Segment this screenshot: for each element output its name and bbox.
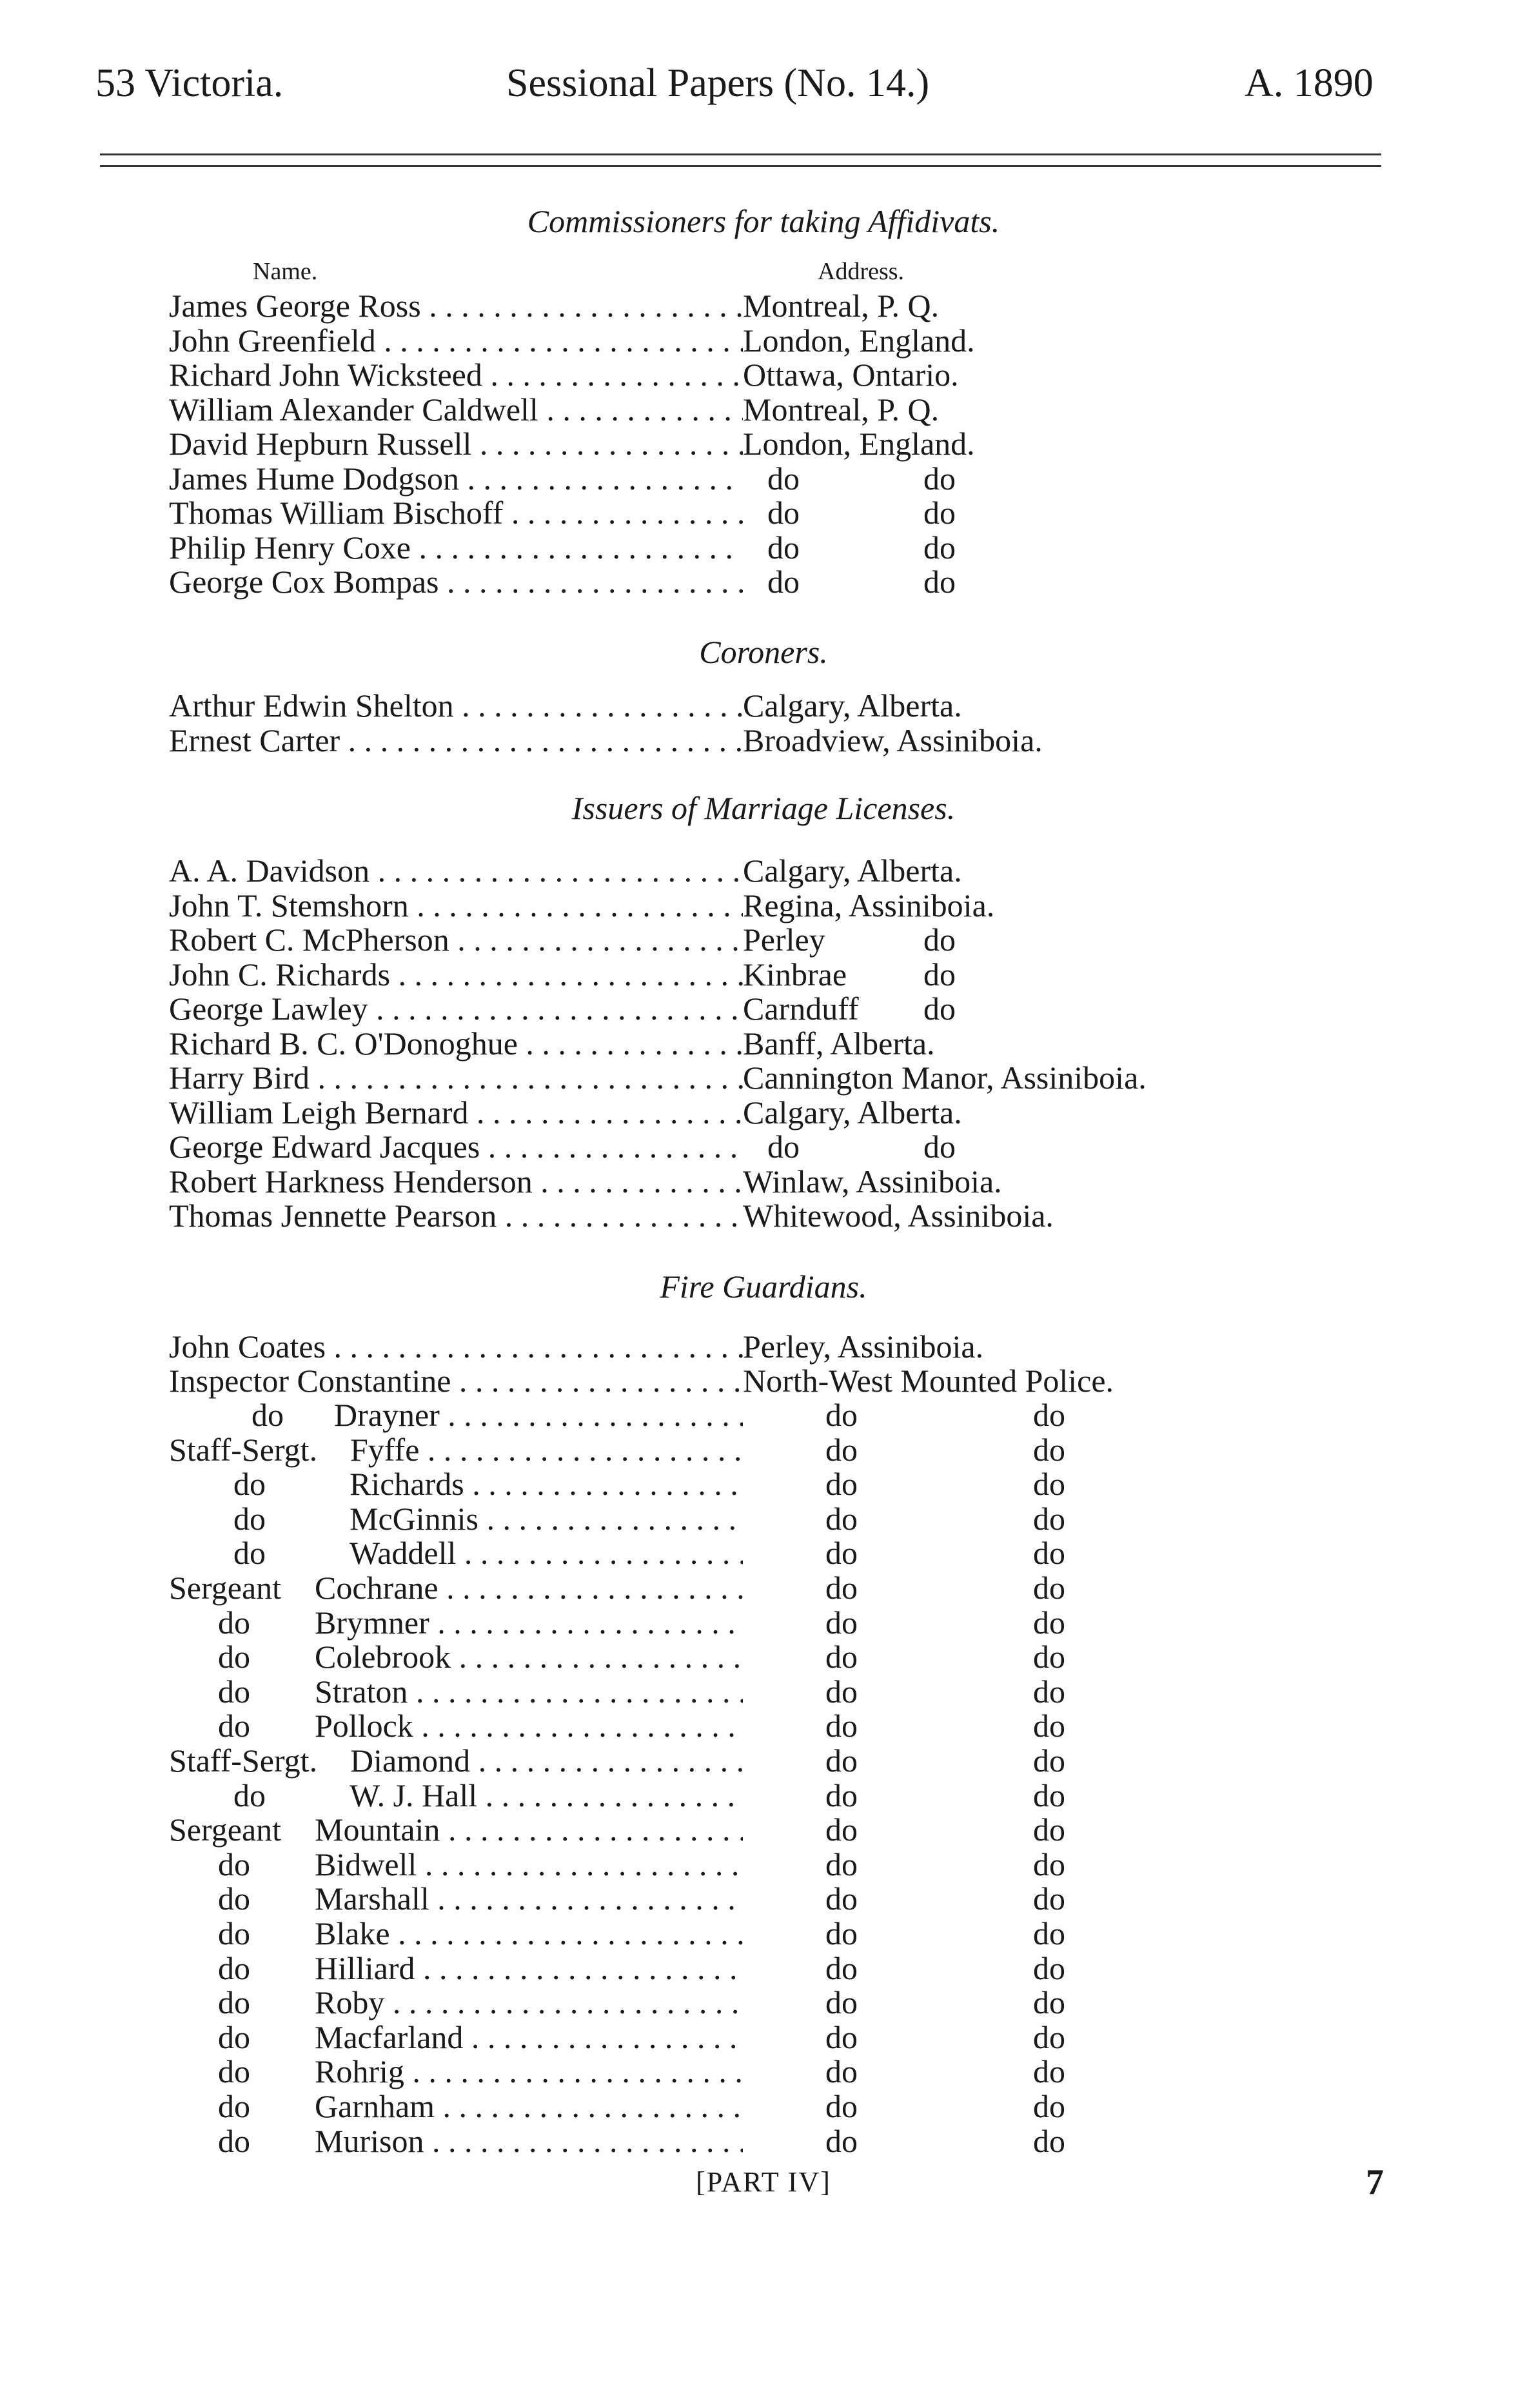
entry-name: Mountain . . . [315,1811,743,1848]
entry-rank: do [233,1535,266,1572]
entry-name: Harry Bird . . . [169,1060,743,1096]
entry-ditto-1: do [825,1777,858,1813]
entry-address: Calgary, Alberta. [743,1094,962,1130]
entry-name: David Hepburn Russell . . . [169,426,743,462]
entry-ditto-2: do [1033,2018,1065,2055]
entry-name: Roby . . . [315,1984,743,2020]
entry-address: Winlaw, Assiniboia. [743,1163,1002,1199]
entry-name: William Alexander Caldwell . . . [169,391,743,428]
entry-address-ditto: do [923,1129,956,1165]
entry-ditto-2: do [1033,2053,1065,2090]
entry-ditto-1: do [825,1500,858,1537]
entry-address-ditto: do [923,529,956,566]
entry-ditto-2: do [1033,1604,1065,1641]
entry-name: Richard John Wicksteed . . . [169,357,743,393]
entry-address: do [767,564,800,600]
table-row [0,1501,1527,1537]
section-title-marriage-licenses: Issuers of Marriage Licenses. [571,790,956,826]
entry-ditto-2: do [1033,1811,1065,1848]
section-title-commissioners: Commissioners for taking Affidivats. [527,203,1000,239]
entry-name: Thomas Jennette Pearson . . . [169,1198,743,1234]
list-item [0,1163,1527,1199]
entry-rank: do [218,1604,250,1641]
section-title-coroners: Coroners. [699,634,828,670]
entry-ditto-2: do [1033,1535,1065,1572]
entry-address: do [767,1129,800,1165]
entry-rank: do [218,2018,250,2055]
entry-address: Regina, Assiniboia. [743,887,995,923]
entry-name: Robert C. McPherson . . . [169,922,743,958]
entry-address: London, England. [743,426,975,462]
entry-name: Waddell . . . [350,1535,743,1571]
entry-ditto-1: do [825,1846,858,1882]
entry-name: Ernest Carter . . . [169,722,743,758]
entry-rank: Sergeant [169,1811,282,1848]
entry-address: Ottawa, Ontario. [743,357,959,393]
entry-rank: do [218,2122,250,2159]
entry-ditto-2: do [1033,1742,1065,1779]
header-rule-bottom [100,165,1381,167]
list-item [0,564,1527,600]
entry-ditto-1: do [825,1811,858,1848]
list-item [0,922,1527,958]
entry-name: Richards . . . [350,1466,743,1502]
entry-ditto-1: do [825,1880,858,1917]
entry-name: Garnham . . . [315,2088,743,2124]
entry-ditto-1: do [825,1949,858,1986]
entry-address: do [767,529,800,566]
column-header-name: Name. [253,258,318,285]
table-row [0,1846,1527,1882]
entry-name: Straton . . . [315,1673,743,1710]
entry-name: George Cox Bompas . . . [169,564,743,600]
list-item [0,1094,1527,1130]
entry-rank: do [218,1949,250,1986]
column-header-address: Address. [818,258,905,285]
table-row [0,1950,1527,1986]
entry-ditto-1: do [825,1708,858,1744]
list-item [0,1025,1527,1061]
list-item [0,1363,1527,1399]
entry-address: North-West Mounted Police. [743,1363,1114,1399]
entry-ditto-2: do [1033,1500,1065,1537]
entry-rank: do [218,1708,250,1744]
entry-name: Murison . . . [315,2123,743,2159]
entry-address-ditto: do [923,956,956,992]
entry-address: Broadview, Assiniboia. [743,722,1043,758]
table-row [0,1570,1527,1606]
entry-ditto-2: do [1033,1639,1065,1675]
entry-rank: do [218,1915,250,1951]
entry-rank: do [218,1846,250,1882]
list-item [0,529,1527,566]
header-year: A. 1890 [1245,61,1374,105]
list-item [0,853,1527,889]
entry-name: A. A. Davidson . . . [169,853,743,889]
entry-ditto-2: do [1033,1984,1065,2021]
entry-address-ditto: do [923,922,956,958]
entry-ditto-1: do [825,1431,858,1468]
table-row [0,2123,1527,2159]
list-item [0,460,1527,497]
entry-name: John Coates . . . [169,1328,743,1365]
entry-name: W. J. Hall . . . [350,1777,743,1813]
entry-address: London, England. [743,322,975,359]
header-rule-top [100,153,1381,155]
entry-name: Philip Henry Coxe . . . [169,529,743,566]
entry-ditto-1: do [825,2018,858,2055]
entry-name: Diamond . . . [350,1742,743,1779]
entry-name: Hilliard . . . [315,1950,743,1986]
entry-address: Banff, Alberta. [743,1025,935,1061]
entry-address: do [767,495,800,531]
table-row [0,1880,1527,1917]
entry-rank: do [233,1500,266,1537]
table-row [0,1708,1527,1744]
list-item [0,991,1527,1027]
table-row [0,1673,1527,1710]
entry-name: McGinnis . . . [350,1501,743,1537]
entry-address: Montreal, P. Q. [743,288,940,324]
entry-address: do [767,460,800,497]
entry-address: Calgary, Alberta. [743,853,962,889]
table-row [0,2019,1527,2055]
entry-address: Calgary, Alberta. [743,687,962,724]
entry-address: Perley [743,922,825,958]
entry-ditto-1: do [825,1673,858,1710]
entry-name: Marshall . . . [315,1880,743,1917]
entry-name: George Lawley . . . [169,991,743,1027]
entry-address: Cannington Manor, Assiniboia. [743,1060,1147,1096]
list-item [0,956,1527,992]
entry-name: James Hume Dodgson . . . [169,460,743,497]
list-item [0,1328,1527,1365]
entry-name: James George Ross . . . [169,288,743,324]
entry-address: Kinbrae [743,956,847,992]
list-item [0,288,1527,324]
entry-name: Pollock . . . [315,1708,743,1744]
footer-part-label: [PART IV] [696,2166,831,2198]
entry-ditto-2: do [1033,1708,1065,1744]
entry-rank: do [233,1777,266,1813]
list-item [0,495,1527,531]
entry-name: Robert Harkness Henderson . . . [169,1163,743,1199]
entry-ditto-1: do [825,1535,858,1572]
list-item [0,1060,1527,1096]
entry-address: Perley, Assiniboia. [743,1328,984,1365]
list-item [0,722,1527,758]
entry-name: Brymner . . . [315,1604,743,1641]
entry-rank: do [251,1397,284,1433]
entry-ditto-2: do [1033,1915,1065,1951]
entry-rank: do [218,1639,250,1675]
entry-name: William Leigh Bernard . . . [169,1094,743,1130]
entry-name: Colebrook . . . [315,1639,743,1675]
table-row [0,1466,1527,1502]
entry-ditto-1: do [825,1570,858,1606]
entry-ditto-1: do [825,1604,858,1641]
entry-rank: do [218,1673,250,1710]
entry-ditto-1: do [825,1742,858,1779]
entry-ditto-1: do [825,1915,858,1951]
table-row [0,2053,1527,2089]
table-row [0,1639,1527,1675]
entry-ditto-2: do [1033,1949,1065,1986]
entry-ditto-2: do [1033,2088,1065,2124]
list-item [0,1198,1527,1234]
list-item [0,1129,1527,1165]
entry-name: Inspector Constantine . . . [169,1363,743,1399]
entry-name: John C. Richards . . . [169,956,743,992]
entry-rank: Staff-Sergt. [169,1431,318,1468]
entry-ditto-1: do [825,2088,858,2124]
table-row [0,1811,1527,1848]
entry-ditto-2: do [1033,1397,1065,1433]
list-item [0,426,1527,462]
entry-ditto-2: do [1033,1846,1065,1882]
section-title-fire-guardians: Fire Guardians. [660,1268,867,1305]
table-row [0,1432,1527,1468]
entry-name: John Greenfield . . . [169,322,743,359]
entry-ditto-2: do [1033,1431,1065,1468]
table-row [0,1742,1527,1779]
entry-address-ditto: do [923,460,956,497]
entry-name: Macfarland . . . [315,2019,743,2055]
entry-name: Arthur Edwin Shelton . . . [169,687,743,724]
header-session: 53 Victoria. [95,61,284,105]
table-row [0,1397,1527,1433]
entry-ditto-2: do [1033,1570,1065,1606]
entry-rank: do [218,2053,250,2090]
entry-ditto-2: do [1033,2122,1065,2159]
entry-rank: do [233,1466,266,1503]
table-row [0,1604,1527,1641]
entry-name: Bidwell . . . [315,1846,743,1882]
entry-name: Cochrane . . . [315,1570,743,1606]
entry-ditto-2: do [1033,1880,1065,1917]
entry-name: Fyffe . . . [350,1432,743,1468]
entry-ditto-1: do [825,2053,858,2090]
entry-name: John T. Stemshorn . . . [169,887,743,923]
entry-rank: do [218,1880,250,1917]
list-item [0,687,1527,724]
table-row [0,2088,1527,2124]
list-item [0,391,1527,428]
entry-rank: do [218,1984,250,2021]
entry-address: Carnduff [743,991,859,1027]
list-item [0,322,1527,359]
entry-address: Whitewood, Assiniboia. [743,1198,1054,1234]
entry-ditto-2: do [1033,1673,1065,1710]
entry-address: Montreal, P. Q. [743,391,940,428]
entry-address-ditto: do [923,991,956,1027]
entry-address-ditto: do [923,495,956,531]
entry-ditto-1: do [825,1639,858,1675]
entry-ditto-2: do [1033,1466,1065,1503]
entry-ditto-1: do [825,1397,858,1433]
header-title: Sessional Papers (No. 14.) [506,61,930,105]
entry-name: Thomas William Bischoff . . . [169,495,743,531]
table-row [0,1915,1527,1951]
entry-address-ditto: do [923,564,956,600]
entry-rank: do [218,2088,250,2124]
list-item [0,887,1527,923]
page-number: 7 [1366,2162,1384,2202]
entry-ditto-1: do [825,2122,858,2159]
entry-name: Drayner . . . [334,1397,743,1433]
list-item [0,357,1527,393]
entry-name: Richard B. C. O'Donoghue . . . [169,1025,743,1061]
entry-ditto-2: do [1033,1777,1065,1813]
entry-rank: Sergeant [169,1570,282,1606]
entry-rank: Staff-Sergt. [169,1742,318,1779]
entry-name: George Edward Jacques . . . [169,1129,743,1165]
entry-ditto-1: do [825,1466,858,1503]
table-row [0,1535,1527,1571]
table-row [0,1984,1527,2020]
entry-name: Blake . . . [315,1915,743,1951]
entry-name: Rohrig . . . [315,2053,743,2089]
entry-ditto-1: do [825,1984,858,2021]
table-row [0,1777,1527,1813]
